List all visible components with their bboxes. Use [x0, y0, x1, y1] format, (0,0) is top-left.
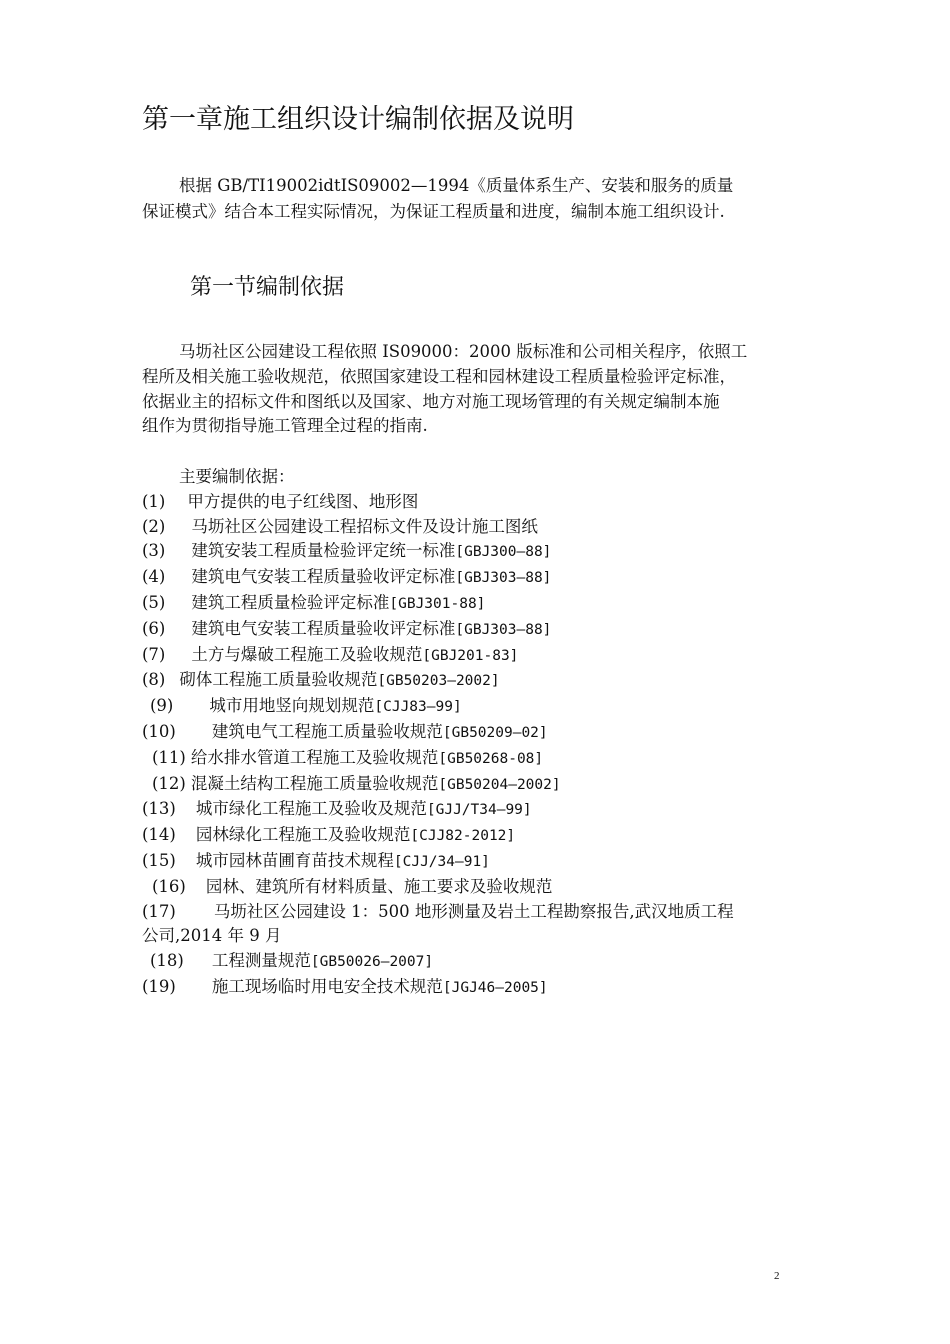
- reference-code: [GB50026—2007]: [310, 954, 434, 971]
- reference-list: [142, 465, 842, 1001]
- page-number: 2: [774, 1270, 780, 1282]
- reference-code: [CJJ82-2012]: [410, 828, 516, 845]
- reference-title: 马坜社区公园建设工程招标文件及设计施工图纸: [191, 516, 538, 536]
- reference-title: 混凝土结构工程施工质量验收规范: [190, 773, 439, 793]
- reference-number: (11): [152, 747, 186, 767]
- basis-line-4: 组作为贯彻指导施工管理全过程的指南.: [142, 416, 428, 436]
- intro-line-2: 保证模式》结合本工程实际情况，为保证工程质量和进度，编制本施工组织设计.: [142, 202, 725, 221]
- reference-title: 甲方提供的电子红线图、地形图: [187, 491, 419, 511]
- reference-item: [142, 875, 842, 900]
- reference-code: [GBJ300—88]: [455, 544, 552, 561]
- reference-code: [GBJ303—88]: [455, 570, 552, 587]
- reference-item: [142, 490, 842, 515]
- basis-line-1: 马坜社区公园建设工程依照 IS09000：2000 版标准和公司相关程序，依照工: [179, 342, 748, 361]
- reference-code: [GBJ303—88]: [455, 621, 552, 638]
- reference-item: [142, 668, 842, 694]
- reference-item: [142, 772, 842, 798]
- reference-code: [GBJ201-83]: [422, 647, 519, 664]
- reference-title: 砌体工程施工质量验收规范: [179, 670, 378, 690]
- reference-number: (1): [142, 491, 166, 511]
- reference-item: [142, 539, 842, 565]
- reference-code: [GB50268-08]: [438, 750, 544, 767]
- chapter-title: 第一章施工组织设计编制依据及说明: [142, 104, 574, 135]
- main-basis-label: 主要编制依据：: [179, 467, 295, 486]
- reference-code: [GB50203—2002]: [377, 673, 500, 690]
- reference-item-continuation: [142, 924, 842, 949]
- reference-item: [142, 643, 842, 669]
- reference-title: 给水排水管道工程施工及验收规范: [190, 747, 439, 767]
- reference-item: [142, 565, 842, 591]
- reference-item: [142, 849, 842, 875]
- reference-item: [142, 949, 842, 975]
- reference-title: 园林、建筑所有材料质量、施工要求及验收规范: [205, 876, 553, 896]
- reference-title: 马坜社区公园建设 1：500 地形测量及岩土工程勘察报告,武汉地质工程: [213, 901, 734, 921]
- reference-number: (9): [150, 696, 174, 716]
- reference-number: (8): [142, 670, 166, 690]
- reference-title: 公司,2014 年 9 月: [142, 926, 282, 946]
- reference-title: 城市用地竖向规划规范: [209, 696, 375, 716]
- reference-title: 工程测量规范: [211, 951, 311, 971]
- reference-title: 施工现场临时用电安全技术规范: [211, 976, 443, 996]
- reference-number: (4): [142, 567, 166, 587]
- reference-number: (6): [142, 618, 166, 638]
- reference-code: [GBJ301-88]: [389, 595, 486, 612]
- reference-title: 建筑安装工程质量检验评定统一标准: [191, 541, 456, 561]
- reference-number: (14): [142, 825, 176, 845]
- reference-title: 土方与爆破工程施工及验收规范: [191, 644, 423, 664]
- reference-title: 园林绿化工程施工及验收规范: [195, 825, 411, 845]
- reference-number: (2): [142, 516, 166, 536]
- intro-paragraph: [142, 173, 832, 225]
- reference-number: (17): [142, 901, 176, 921]
- reference-number: (13): [142, 799, 176, 819]
- reference-number: (15): [142, 850, 176, 870]
- reference-title: 建筑电气安装工程质量验收评定标准: [191, 567, 456, 587]
- basis-line-3: 依据业主的招标文件和图纸以及国家、地方对施工现场管理的有关规定编制本施: [142, 391, 720, 411]
- reference-code: [GJJ/T34—99]: [426, 802, 532, 819]
- reference-item: [142, 591, 842, 617]
- reference-title: 建筑电气工程施工质量验收规范: [211, 721, 443, 741]
- reference-title: 城市园林苗圃育苗技术规程: [195, 850, 394, 870]
- reference-number: (5): [142, 592, 166, 612]
- reference-code: [GB50204—2002]: [438, 776, 561, 793]
- reference-title: 城市绿化工程施工及验收及规范: [195, 799, 427, 819]
- reference-code: [CJJ/34—91]: [393, 853, 490, 870]
- reference-number: (7): [142, 644, 166, 664]
- reference-item: [142, 797, 842, 823]
- reference-code: [CJJ83—99]: [374, 699, 462, 716]
- section-title: 第一节编制依据: [190, 275, 345, 300]
- reference-number: (19): [142, 976, 176, 996]
- reference-item: [142, 515, 842, 540]
- reference-item: [142, 720, 842, 746]
- reference-number: (16): [152, 876, 186, 896]
- reference-number: (10): [142, 721, 176, 741]
- reference-number: (18): [150, 951, 184, 971]
- reference-code: [GB50209—02]: [442, 724, 548, 741]
- intro-line-1: 根据 GB/TI19002idtIS09002—1994《质量体系生产、安装和服务的质量: [179, 176, 734, 195]
- reference-item: [142, 617, 842, 643]
- reference-item: [142, 975, 842, 1001]
- reference-item: [142, 694, 842, 720]
- reference-item: [142, 746, 842, 772]
- reference-item: [142, 900, 842, 925]
- reference-code: [JGJ46—2005]: [442, 979, 548, 996]
- reference-title: 建筑电气安装工程质量验收评定标准: [191, 618, 456, 638]
- reference-title: 建筑工程质量检验评定标准: [191, 592, 390, 612]
- basis-paragraph: [142, 340, 832, 439]
- reference-number: (12): [152, 773, 186, 793]
- basis-line-2: 程所及相关施工验收规范，依照国家建设工程和园林建设工程质量检验评定标准，: [142, 366, 736, 386]
- reference-number: (3): [142, 541, 166, 561]
- reference-item: [142, 823, 842, 849]
